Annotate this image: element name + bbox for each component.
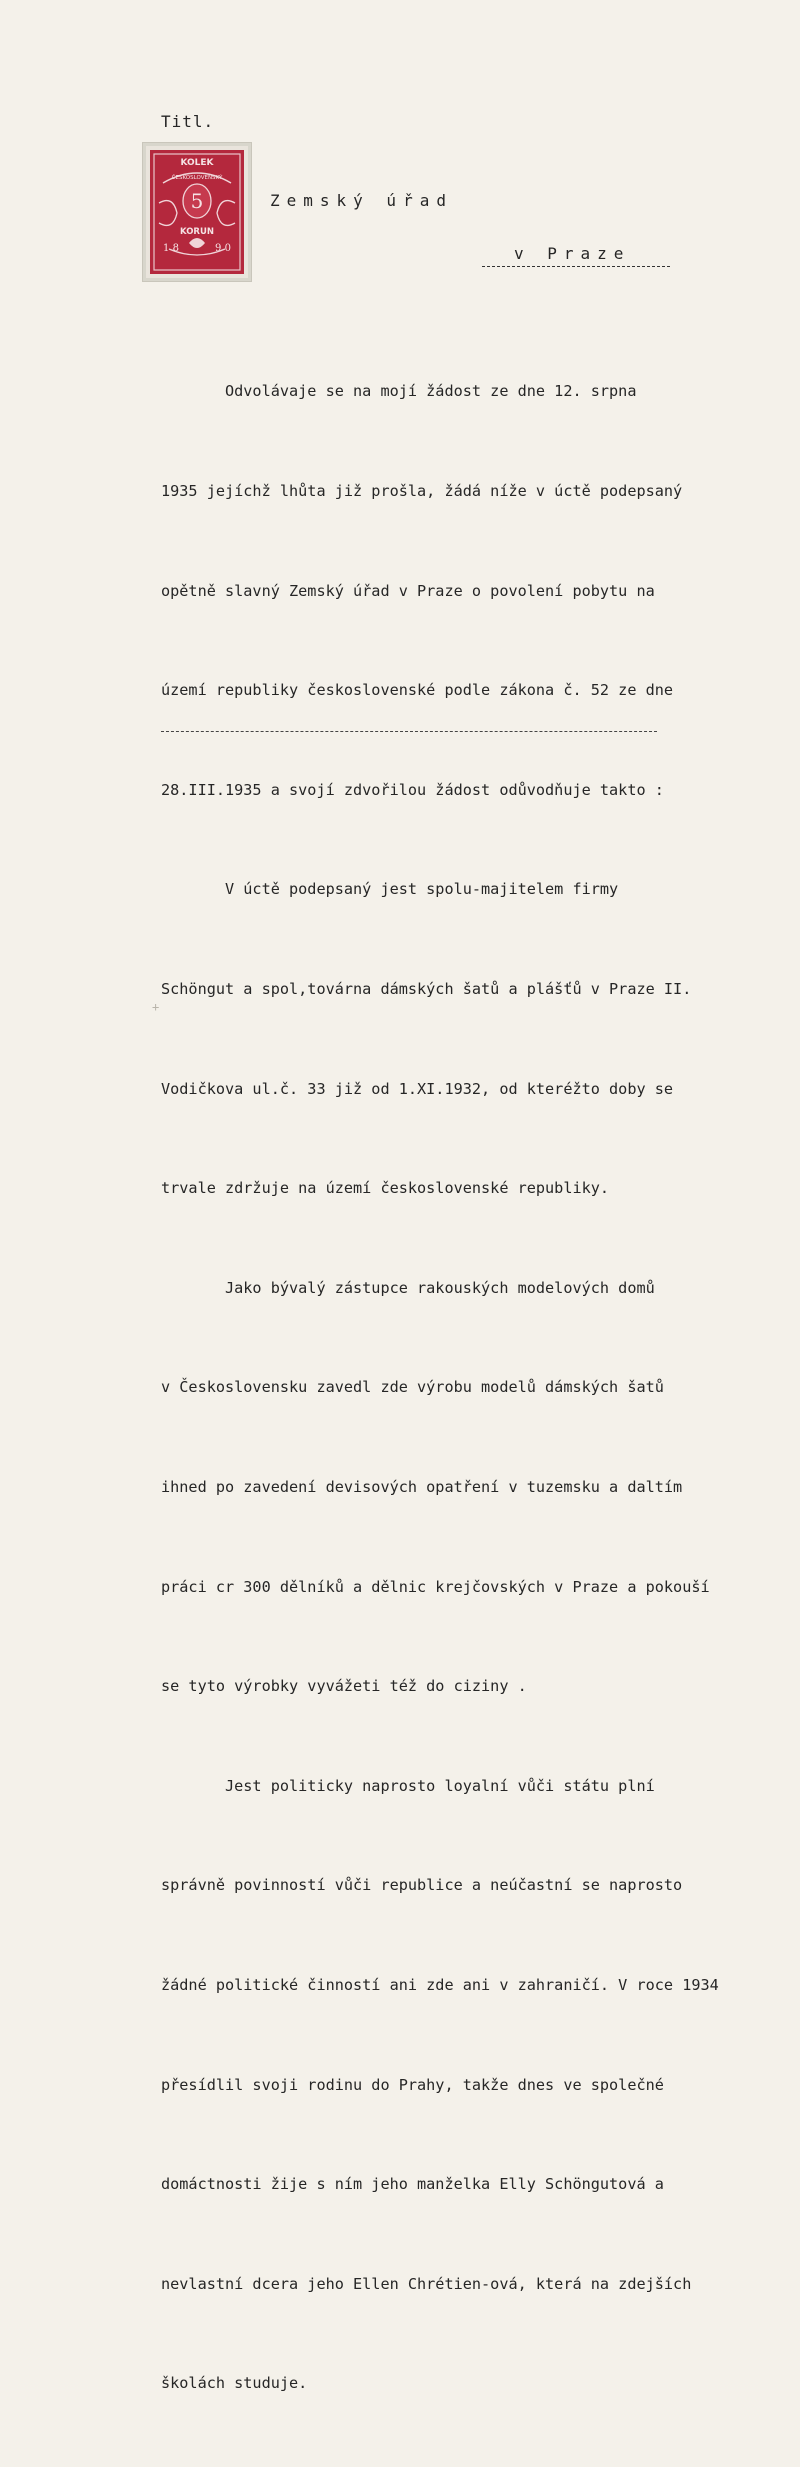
body-line: trvale zdržuje na území československé republiky. (161, 1179, 610, 1198)
body-line: 1935 jejíchž lhůta již prošla, žádá níže v úctě podepsaný (161, 482, 683, 500)
title-mark: Titl. (161, 112, 215, 131)
body-line: domáctnosti žije s ním jeho manželka Elly Schöngutová a (161, 2175, 664, 2194)
body-line: Jako bývalý zástupce rakouských modelových domů (161, 1278, 655, 1297)
body-line: Vodičkova ul.č. 33 již od 1.XI.1932, od kteréžto doby se (161, 1079, 674, 1098)
stamp-currency: KORUN (180, 227, 214, 237)
revenue-stamp-icon (143, 143, 251, 281)
body-line: 28.III.1935 a svojí zdvořilou žádost odůvodňuje takto : (161, 780, 664, 799)
body-line: školách studuje. (161, 2374, 308, 2393)
addressee-line-2: v Praze (514, 244, 631, 263)
stamp-year-right: 9 0 (215, 243, 231, 254)
body-line: v Československu zavedl zde výrobu modelů dámských šatů (161, 1378, 664, 1397)
body-line: opětně slavný Zemský úřad v Praze o povolení pobytu na (161, 581, 655, 600)
body-line: správně povinností vůči republice a neúčastní se naprosto (161, 1876, 683, 1895)
stamp-country: ČESKOSLOVENSKÝ (171, 175, 223, 181)
address-underline (482, 266, 670, 267)
addressee-line-1: Zemský úřad (270, 191, 453, 210)
body-line: žádné politické činností ani zde ani v zahraničí. V roce 1934 (161, 1975, 719, 1994)
body-line: Jest politicky naprosto loyalní vůči státu plní (161, 1776, 655, 1795)
body-line: práci cr 300 dělníků a dělnic krejčovských v Praze a pokouší (161, 1577, 710, 1596)
stamp-year-left: 1 8 (163, 243, 179, 254)
dashed-rule (161, 731, 657, 732)
faint-cross-mark: + (152, 1000, 160, 1014)
body-line: V úctě podepsaný jest spolu-majitelem firmy (161, 880, 619, 899)
stamp-value: 5 (190, 189, 204, 213)
stamp-top-label: KOLEK (180, 158, 214, 168)
body-line: nevlastní dcera jeho Ellen Chrétien-ová, která na zdejších (161, 2274, 692, 2293)
body-line: se tyto výrobky vyvážeti též do ciziny . (161, 1677, 527, 1696)
body-line: ihned po zavedení devisových opatření v tuzemsku a daltím (161, 1477, 683, 1496)
body-line: území republiky československé podle zákona č. 52 ze dne (161, 681, 674, 700)
body-line: Schöngut a spol,továrna dámských šatů a plášťů v Praze II. (161, 979, 692, 998)
revenue-stamp (143, 143, 251, 281)
letter-body (161, 309, 793, 2467)
body-line: přesídlil svoji rodinu do Prahy, takže dnes ve společné (161, 2075, 664, 2094)
body-line: Odvolávaje se na mojí žádost ze dne 12. srpna (161, 382, 637, 401)
